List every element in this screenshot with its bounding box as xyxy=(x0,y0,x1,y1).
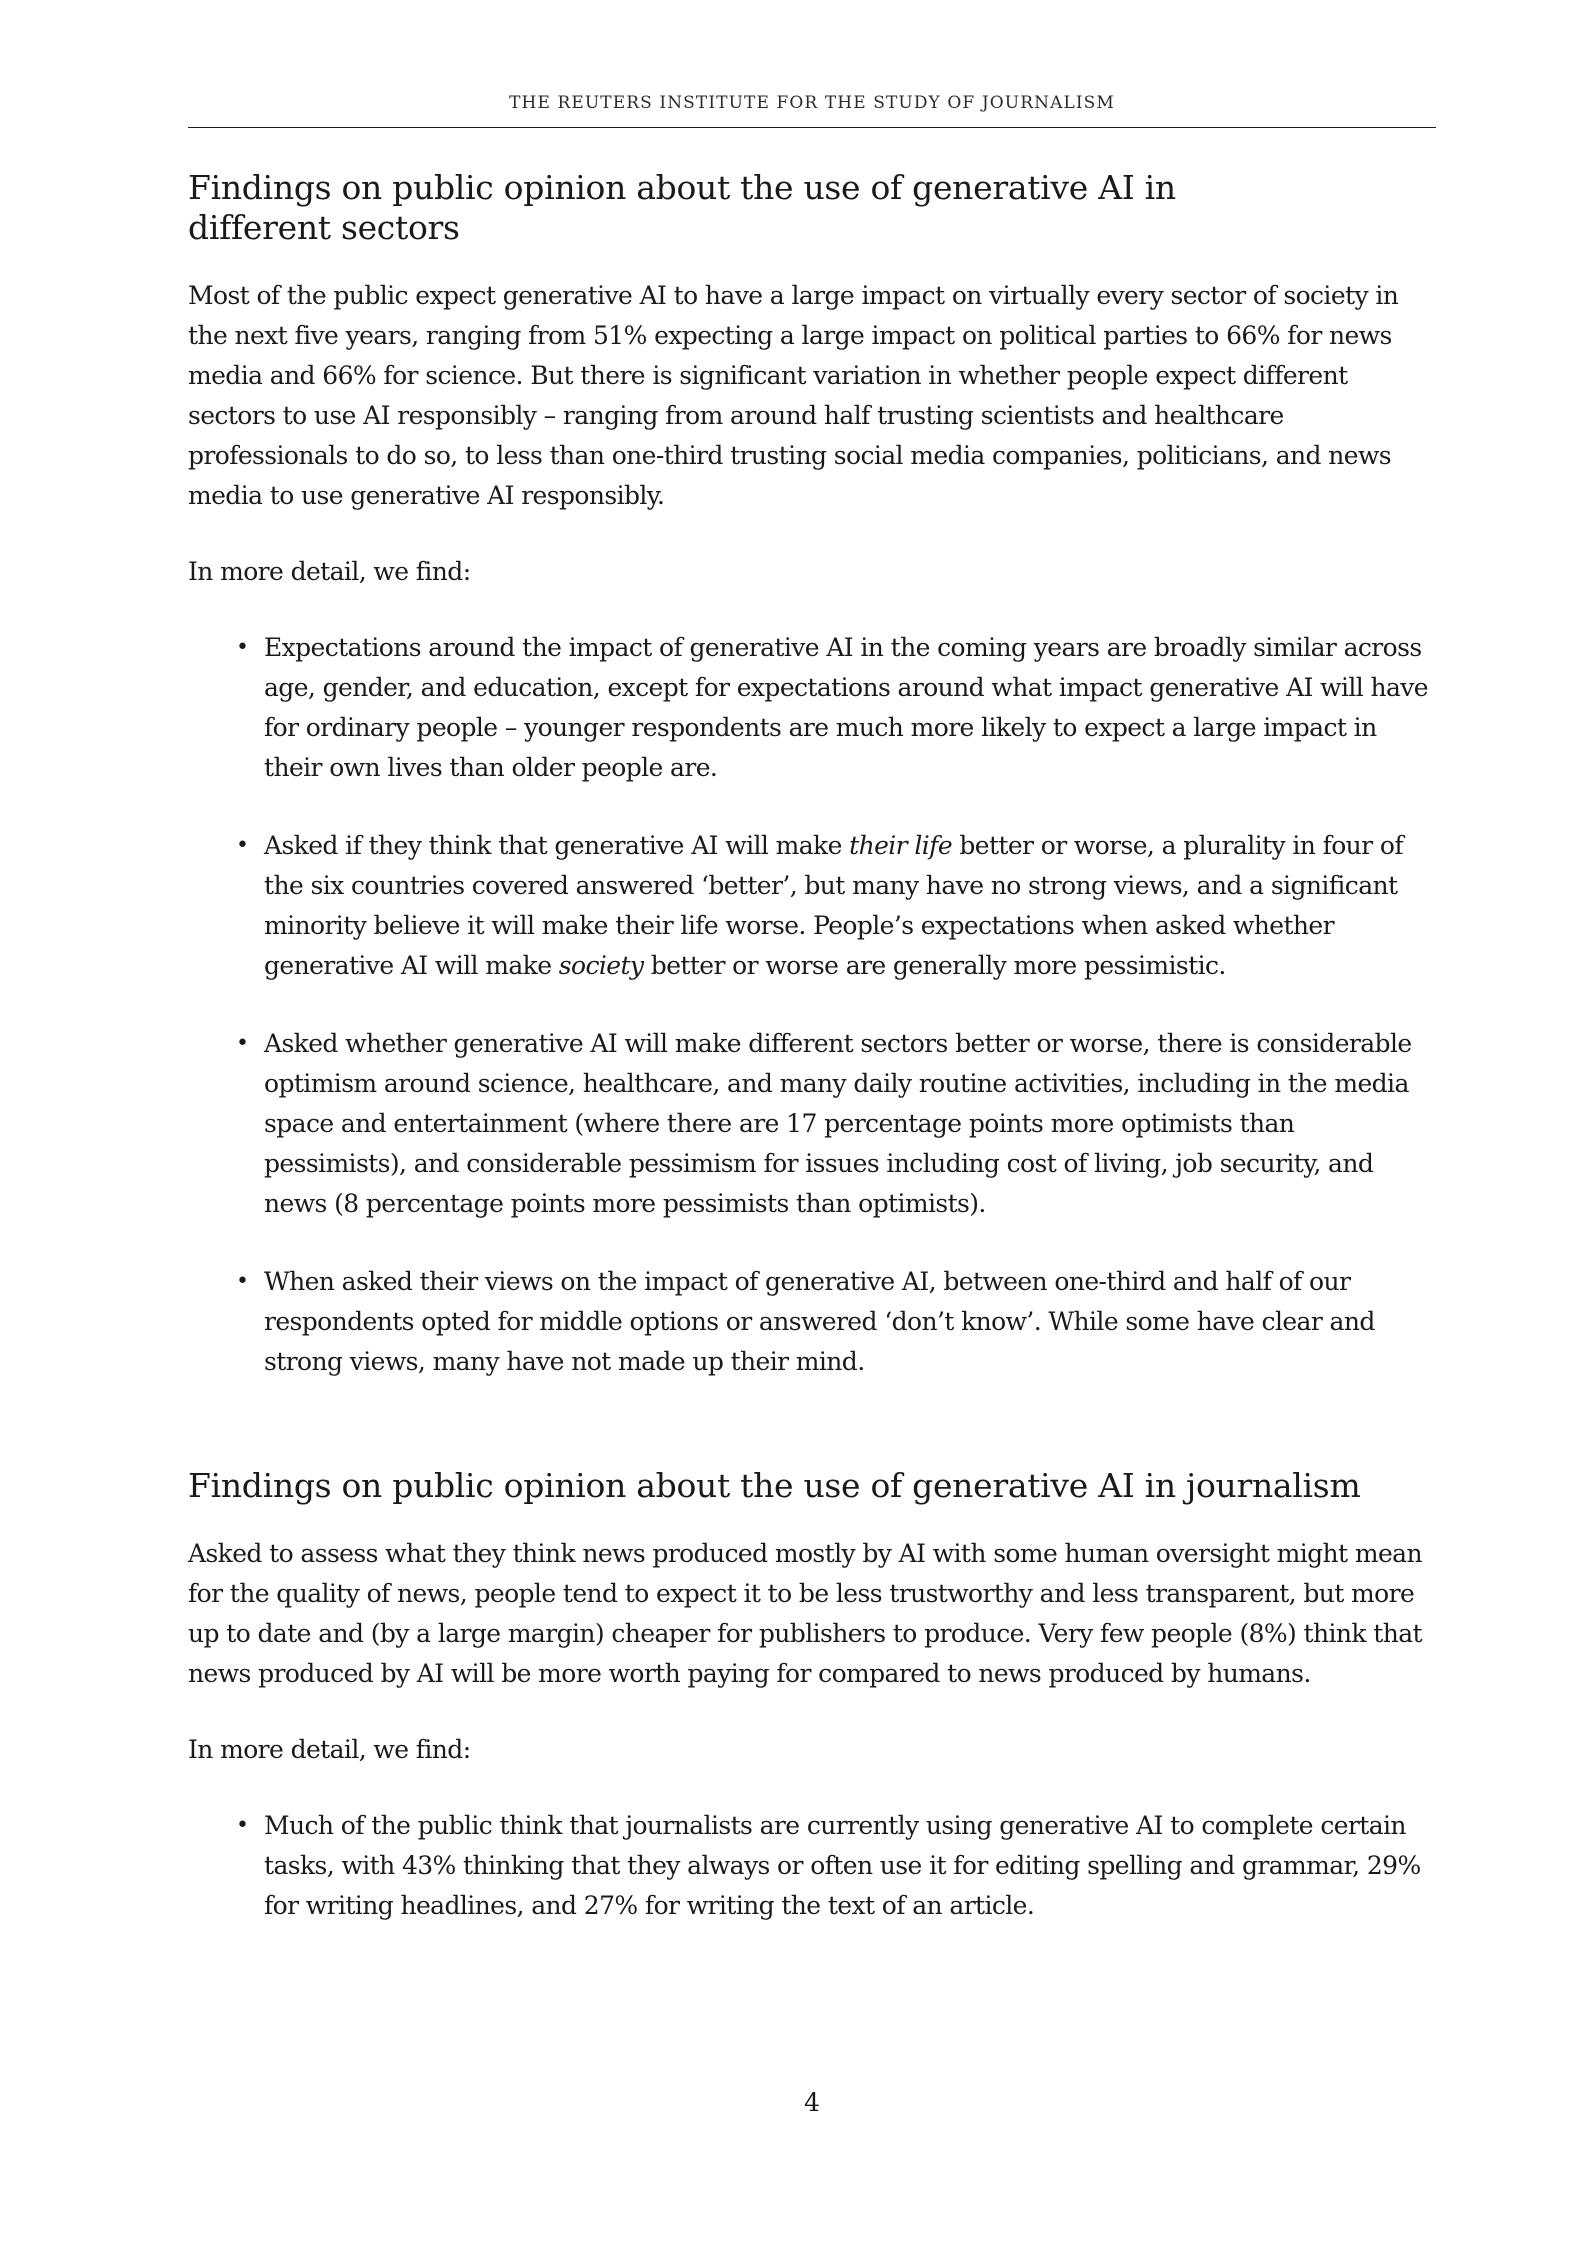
section-heading-sectors-line2: different sectors xyxy=(188,208,460,247)
bullet-icon: • xyxy=(236,1269,249,1294)
journalism-intro-paragraph: Asked to assess what they think news produced mostly by AI with some human oversight might mean for the quality of news, people tend to expect it to be less trustworthy and less transparent, but more up to date and (by a large margin) cheaper for publishers to produce. Very few people (8%) think that news produced by AI will be more worth paying for compared to news produced by humans. xyxy=(188,1539,1422,1688)
page-content xyxy=(188,168,1436,1926)
page-number: 4 xyxy=(804,2088,820,2117)
bullet-text: Expectations around the impact of generative AI in the coming years are broadly similar across age, gender, and education, except for expectations around what impact generative AI will have for ordinary people – younger respondents are much more likely to expect a large impact in their own lives than older people are. xyxy=(264,633,1428,782)
document-page xyxy=(188,0,1436,2244)
list-item xyxy=(188,1806,1436,1926)
bullet-text-part: better or worse are generally more pessimistic. xyxy=(643,951,1226,980)
section-heading-sectors-line1: Findings on public opinion about the use of generative AI in xyxy=(188,168,1176,207)
bullet-text-part: Asked if they think that generative AI will make xyxy=(264,831,850,860)
sectors-intro-paragraph: Most of the public expect generative AI to have a large impact on virtually every sector of society in the next five years, ranging from 51% expecting a large impact on political parties to 66% for news media and 66% for science. But there is significant variation in whether people expect different sectors to use AI responsibly – ranging from around half trusting scientists and healthcare professionals to do so, to less than one-third trusting social media companies, politicians, and news media to use generative AI responsibly. xyxy=(188,281,1399,510)
journalism-lead-text: In more detail, we find: xyxy=(188,1735,471,1764)
bullet-icon: • xyxy=(236,1813,249,1838)
list-item xyxy=(188,826,1436,986)
list-item xyxy=(188,1262,1436,1382)
section-heading-journalism: Findings on public opinion about the use of generative AI in journalism xyxy=(188,1466,1361,1505)
running-header: THE REUTERS INSTITUTE FOR THE STUDY OF JOURNALISM xyxy=(509,93,1115,113)
emphasis-text: their life xyxy=(849,831,953,860)
list-item xyxy=(188,628,1436,788)
list-item xyxy=(188,1024,1436,1224)
bullet-text: Much of the public think that journalists are currently using generative AI to complete certain tasks, with 43% thinking that they always or often use it for editing spelling and grammar, 29% for writing headlines, and 27% for writing the text of an article. xyxy=(264,1811,1421,1920)
header-rule xyxy=(188,127,1436,128)
journalism-bullet-list xyxy=(188,1806,1436,1926)
bullet-icon: • xyxy=(236,1031,249,1056)
bullet-icon: • xyxy=(236,635,249,660)
bullet-text: When asked their views on the impact of generative AI, between one-third and half of our respondents opted for middle options or answered ‘don’t know’. While some have clear and strong views, many have not made up their mind. xyxy=(264,1267,1375,1376)
bullet-text-part: better or worse, a plurality in four of the six countries covered answered ‘better’, but many have no strong views, and a significant minority believe it will make their life worse. People’s expectations when asked whether generative AI will make xyxy=(264,831,1403,980)
emphasis-text: society xyxy=(558,951,644,980)
sectors-lead-text: In more detail, we find: xyxy=(188,557,471,586)
section-heading-sectors xyxy=(188,168,1436,248)
bullet-text: Asked whether generative AI will make different sectors better or worse, there is considerable optimism around science, healthcare, and many daily routine activities, including in the media space and entertainment (where there are 17 percentage points more optimists than pessimists), and considerable pessimism for issues including cost of living, job security, and news (8 percentage points more pessimists than optimists). xyxy=(264,1029,1412,1218)
sectors-bullet-list xyxy=(188,628,1436,1382)
bullet-icon: • xyxy=(236,833,249,858)
